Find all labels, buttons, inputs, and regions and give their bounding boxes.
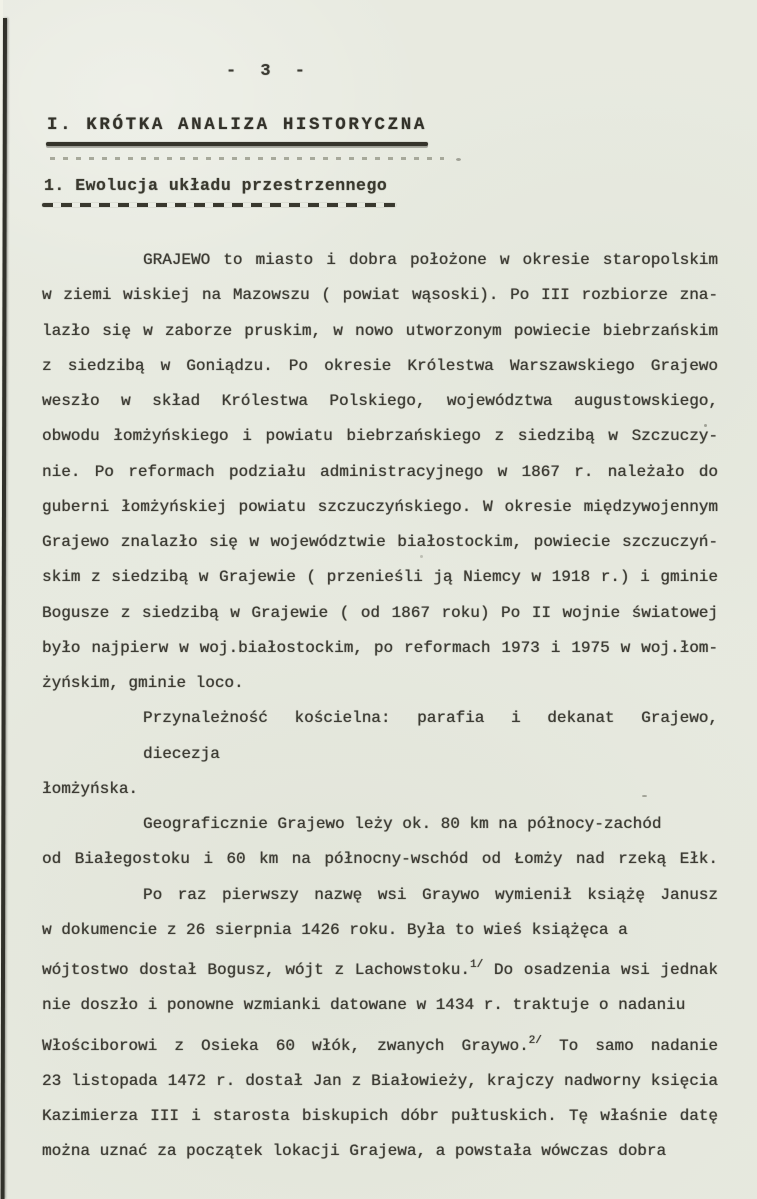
text-segment: obwodu łomżyńskiego i powiatu biebrzańskiego z siedzibą w Szczuczy-: [42, 427, 718, 446]
text-segment: żyńskim, gminie loco.: [42, 674, 244, 692]
text-segment: Kazimierza III i starosta biskupich dóbr pułtuskich. Tę właśnie datę: [42, 1107, 718, 1125]
text-line: [42, 807, 718, 842]
text-segment: łomżyńska.: [42, 779, 139, 798]
text-segment: skim z siedzibą w Grajewie ( przenieśli ją Niemcy w 1918 r.) i gminie: [42, 568, 718, 587]
text-line: [42, 988, 718, 1023]
paragraph: [42, 701, 718, 807]
text-line: [42, 878, 718, 913]
text-segment: nie. Po reformach podziału administracyjnego w 1867 r. należało do: [42, 462, 718, 481]
footnote-marker: 2/: [528, 1034, 542, 1047]
text-segment: w ziemi wiskiej na Mazowszu ( powiat wąsoski). Po III rozbiorze zna-: [42, 286, 718, 305]
text-line: [42, 560, 718, 595]
page-number: - 3 -: [226, 62, 313, 81]
document-body: [42, 243, 718, 1170]
text-segment: Geograficznie Grajewo leży ok. 80 km na północy-zachód: [143, 815, 662, 833]
paragraph: [42, 878, 718, 1170]
text-line: [42, 842, 718, 877]
text-line: [42, 349, 718, 384]
ink-speck: [420, 555, 423, 558]
subsection-heading: 1. Ewolucja układu przestrzennego: [44, 176, 388, 195]
text-segment: lazło się w zaborze pruskim, w nowo utworzonym powiecie biebrzańskim: [42, 321, 718, 340]
paragraph: [42, 807, 718, 878]
text-segment: weszło w skład Królestwa Polskiego, województwa augustowskiego,: [42, 392, 718, 410]
text-segment: Włościborowi z Osieka 60 włók, zwanych Graywo.: [42, 1036, 529, 1055]
text-line: [42, 455, 718, 490]
text-line: [42, 243, 718, 278]
text-line: [42, 525, 718, 560]
text-segment: z siedzibą w Goniądzu. Po okresie Królestwa Warszawskiego Grajewo: [42, 356, 718, 375]
footnote-marker: 1/: [469, 959, 484, 971]
text-line: [42, 1064, 718, 1099]
text-segment: GRAJEWO to miasto i dobra położone w okresie staropolskim: [143, 251, 718, 269]
text-segment: w dokumencie z 26 sierpnia 1426 roku. Była to wieś książęca a: [42, 920, 628, 939]
text-segment: Bogusze z siedzibą w Grajewie ( od 1867 roku) Po II wojnie światowej: [42, 603, 718, 622]
text-segment: 23 listopada 1472 r. dostał Jan z Białowieży, krajczy nadworny księcia: [42, 1071, 718, 1090]
text-line: [42, 666, 718, 701]
text-segment: było najpierw w woj.białostockim, po reformach 1973 i 1975 w woj.łom-: [42, 638, 718, 657]
ink-speck: [456, 158, 461, 161]
text-line: [42, 314, 718, 349]
text-line: [42, 1024, 718, 1064]
text-line: [42, 384, 718, 419]
text-line: [42, 419, 718, 454]
ink-speck: [642, 795, 647, 797]
text-segment: można uznać za początek lokacji Grajewa, a powstała wówczas dobra: [42, 1142, 667, 1161]
text-line: [42, 701, 718, 772]
ink-speck: [704, 424, 707, 427]
text-segment: Po raz pierwszy nazwę wsi Graywo wymienił książę Janusz: [143, 885, 718, 904]
subheading-dashed-underline: [42, 203, 396, 207]
paragraph: [42, 243, 718, 701]
text-line: [42, 631, 718, 666]
text-segment: nie doszło i ponowne wzmianki datowane w 1434 r. traktuje o nadaniu: [42, 996, 686, 1015]
dotted-rule: [50, 157, 444, 160]
heading-underline: [46, 142, 428, 146]
text-line: [42, 490, 718, 525]
text-line: [42, 278, 718, 313]
text-line: [42, 1099, 718, 1134]
text-segment: Do osadzenia wsi jednak: [483, 961, 719, 979]
text-line: [42, 772, 718, 807]
text-line: [42, 596, 718, 631]
text-segment: wójtostwo dostał Bogusz, wójt z Lachowstoku.: [42, 961, 470, 979]
text-segment: guberni łomżyńskiej powiatu szczuczyńskiego. W okresie międzywojennym: [42, 497, 718, 516]
text-segment: To samo nadanie: [541, 1036, 718, 1055]
text-line: [42, 913, 718, 948]
text-segment: od Białegostoku i 60 km na północny-wschód od Łomży nad rzeką Ełk.: [42, 850, 718, 869]
section-heading: I. KRÓTKA ANALIZA HISTORYCZNA: [47, 115, 427, 135]
text-segment: Przynależność kościelna: parafia i dekanat Grajewo, diecezja: [143, 709, 718, 763]
text-line: [42, 1134, 718, 1169]
text-segment: Grajewo znalazło się w województwie białostockim, powiecie szczuczyń-: [42, 533, 718, 551]
text-line: [42, 948, 718, 988]
